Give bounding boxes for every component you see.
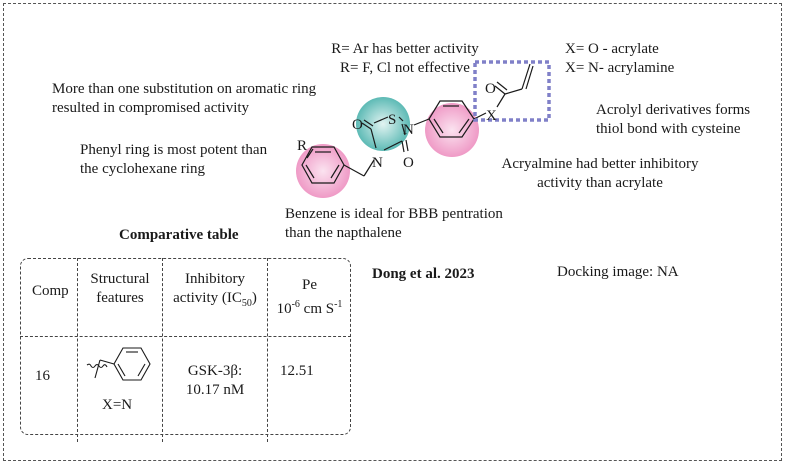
cell-activity <box>163 362 267 400</box>
note-line: thiol bond with cysteine <box>596 121 741 137</box>
header-text: ) <box>251 290 257 306</box>
note-line: the cyclohexane ring <box>80 161 205 177</box>
header-comp: Comp <box>32 283 69 299</box>
atom-n1: N <box>403 122 414 138</box>
header-line: Inhibitory <box>185 271 245 287</box>
note-line: X= N- acrylamine <box>565 60 675 76</box>
table-title: Comparative table <box>119 227 239 243</box>
header-sub: 50 <box>241 298 252 309</box>
note-line: R= Ar has better activity <box>331 41 479 57</box>
header-line <box>163 289 267 313</box>
atom-o3: O <box>485 81 496 97</box>
atom-o1: O <box>352 117 363 133</box>
header-inhibitory <box>163 270 267 313</box>
header-text: activity (IC <box>173 290 242 306</box>
header-line: Structural <box>90 271 150 287</box>
benzyl-structure-icon <box>78 340 162 400</box>
note-line: More than one substitution on aromatic ring <box>52 81 317 97</box>
note-line: resulted in compromised activity <box>52 100 250 116</box>
docking-note: Docking image: NA <box>557 264 679 280</box>
note-line: Acryalmine had better inhibitory <box>501 156 699 172</box>
header-text: 10 <box>276 301 292 317</box>
header-structural <box>78 270 162 308</box>
activity-line: GSK-3β: <box>187 363 243 379</box>
note-line: Acrolyl derivatives forms <box>596 102 751 118</box>
cell-comp: 16 <box>35 368 50 384</box>
cell-structural-label: X=N <box>102 397 133 413</box>
header-text: cm S <box>299 301 335 317</box>
reference-citation: Dong et al. 2023 <box>372 266 475 282</box>
note-line: R= F, Cl not effective <box>340 60 470 76</box>
note-line: X= O - acrylate <box>565 41 659 57</box>
activity-line: 10.17 nM <box>185 382 245 398</box>
note-line: Benzene is ideal for BBB pentration <box>285 206 503 222</box>
header-pe <box>268 276 351 319</box>
header-sup: -6 <box>291 299 300 310</box>
header-sup: -1 <box>334 299 343 310</box>
right-ring-highlight <box>425 103 479 157</box>
atom-n2: N <box>372 155 383 171</box>
atom-o2: O <box>403 155 414 171</box>
header-line: features <box>96 290 144 306</box>
atom-r: R <box>297 138 308 154</box>
row-divider <box>20 336 351 337</box>
cell-pe: 12.51 <box>280 363 314 379</box>
atom-s: S <box>388 112 397 128</box>
note-line: Phenyl ring is most potent than <box>80 142 268 158</box>
atom-x: X <box>486 108 497 124</box>
header-line: Pe <box>302 277 317 293</box>
note-line: activity than acrylate <box>537 175 663 191</box>
note-line: than the napthalene <box>285 225 402 241</box>
header-line <box>268 295 351 319</box>
